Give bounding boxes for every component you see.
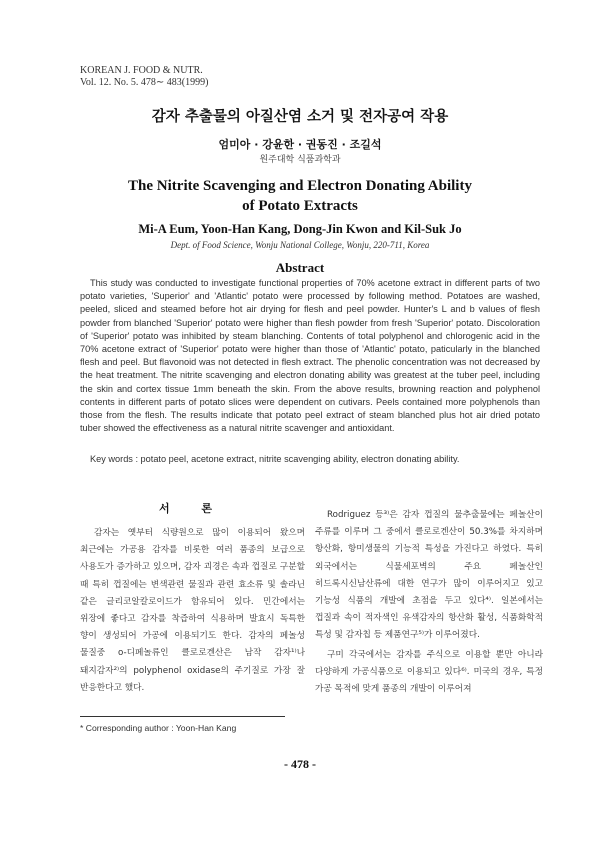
intro-right-paragraph-2: 구미 각국에서는 감자를 주식으로 이용할 뿐만 아니라 다양하게 가공식품으로 이용되고 있다⁶⁾. 미국의 경우, 특정 가공 목적에 맞게 품종의 개발이 이루어져 [315,649,543,695]
abstract-body: This study was conducted to investigate functional properties of 70% acetone extract in different parts of two potato varieties, 'Superior' and 'Atlantic' potato were processed by following method. Potatoes are washed, peeled, sliced and steamed before hot air drying for flesh and peel powder. Hunter's L and b values of flesh powder from blanched 'Superior' potato were higher than flesh powder from fresh 'Superior' potato. Discoloration of 'Superior' potato was inhibited by steam blanching. Contents of total polyphenol and chlorogenic acid in the 70% acetone extract of 'Superior' potato were higher than those of 'Atlantic' potato, paticularly in the blanched flesh and peel. But flavonoid was not detected in flesh extract. The phenolic concentration was not decreased by the heat treatment. The nitrite scavenging and electron donating ability was greatest at the tuber peel, including the skin and cortex tissue 1mm beneath the skin. From the above results, browning reaction and polyphenol contents in different parts of potato slices were dependent on cutivars. Peels contained more polyphenols than those from the flesh. The results indicate that potato peel extract of steam blanched plus hot air dried potato tuber showed the effectiveness as a natural nitrite scavenger and antioxidant. [80,278,540,434]
journal-name: KOREAN J. FOOD & NUTR. [80,65,203,76]
section-heading-introduction: 서 론 [158,502,227,515]
footnote-divider [80,716,285,717]
journal-header [80,65,208,89]
corresponding-author-footnote: * Corresponding author : Yoon-Han Kang [80,723,237,733]
journal-volume: Vol. 12. No. 5. 478∼ 483(1999) [80,77,209,88]
english-authors: Mi-A Eum, Yoon-Han Kang, Dong-Jin Kwon and Kil-Suk Jo [138,222,462,236]
korean-affiliation: 원주대학 식품과학과 [259,155,341,165]
korean-authors: 엄미아 · 강윤한 · 권동진 · 조길석 [218,138,382,151]
korean-title: 감자 추출물의 아질산염 소거 및 전자공여 작용 [151,109,449,125]
intro-right-paragraph-1: Rodriguez 등³⁾은 감자 껍질의 물추출물에는 페놀산이 주류를 이루며 그 중에서 클로로겐산이 50.3%를 차지하며 항산화, 항미생물의 기능적 특성을 가진다고 하였다. 특히 외국에서는 식물세포벽의 주요 페놀산인 히드록시신남산류에 대한 연구가 많이 이루어지고 있고 기능성 식품의 개발에 초점을 두고 있다⁴⁾. 일본에서는 껍질과 속이 적자색인 유색감자의 항산화 활성, 식품화학적 특성 및 감자칩 등 제품연구⁵⁾가 이루어졌다. [315,510,543,641]
page-number: - 478 - [284,757,316,771]
keywords: Key words : potato peel, acetone extract, nitrite scavenging ability, electron donating ability. [90,454,460,464]
intro-left-paragraph: 감자는 옛부터 식량원으로 많이 이용되어 왔으며 최근에는 가공용 감자를 비롯한 여러 품종의 보급으로 사용도가 증가하고 있으며, 감자 괴경은 속과 껍질로 구분할 때 특히 껍질에는 변색관련 물질과 관련 효소류 및 솔라닌 같은 글리코알칼로이드가 함유되어 있다. 민간에서는 위장에 좋다고 감자를 착즙하여 식용하며 발효시 독특한 향이 생성되어 가공에 이용되기도 한다. 감자의 페놀성 물질중 o-디페놀류인 클로로겐산은 남작 감자¹⁾나 돼지감자²⁾의 polyphenol oxidase의 주기질로 가장 잘 반응한다고 했다. [80,528,305,693]
intro-right-column [315,507,543,698]
abstract-heading: Abstract [275,260,325,275]
english-title [0,176,600,216]
english-title-line2: of Potato Extracts [242,198,358,214]
english-affiliation: Dept. of Food Science, Wonju National College, Wonju, 220-711, Korea [170,240,430,250]
english-title-line1: The Nitrite Scavenging and Electron Donating Ability [128,178,472,194]
